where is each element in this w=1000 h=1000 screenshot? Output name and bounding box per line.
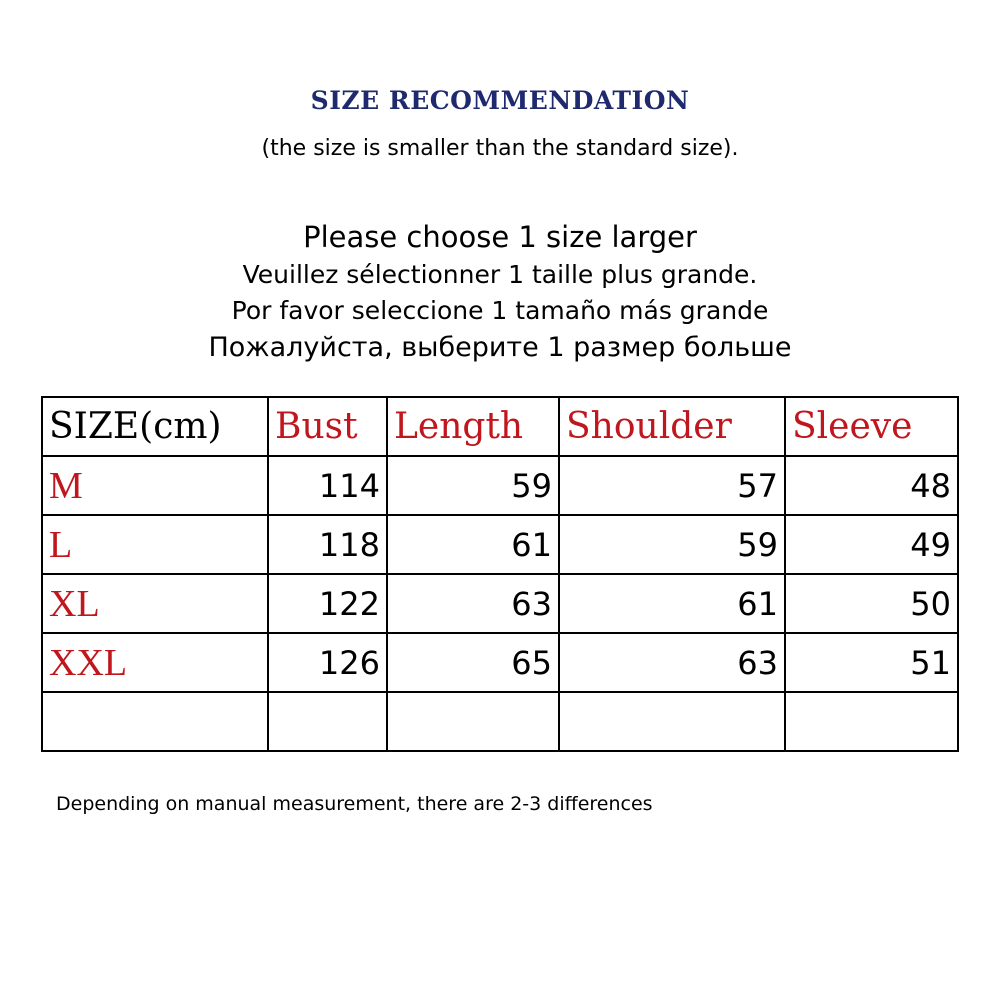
bust-value: 122 [268,574,387,633]
size-label: M [42,456,268,515]
page-subtitle: (the size is smaller than the standard size). [261,136,739,161]
bust-value: 126 [268,633,387,692]
empty-cell [785,692,958,751]
table-header-row [42,397,958,456]
sleeve-value: 50 [785,574,958,633]
table-row [42,456,958,515]
bust-value: 118 [268,515,387,574]
column-header-size: SIZE(cm) [42,397,268,456]
size-label: L [42,515,268,574]
size-table [41,396,959,752]
sleeve-value: 51 [785,633,958,692]
column-header-shoulder: Shoulder [559,397,785,456]
shoulder-value: 61 [559,574,785,633]
page-title: SIZE RECOMMENDATION [310,86,690,115]
shoulder-value: 63 [559,633,785,692]
table-row-empty [42,692,958,751]
empty-cell [42,692,268,751]
column-header-sleeve: Sleeve [785,397,958,456]
empty-cell [387,692,559,751]
size-label: XL [42,574,268,633]
length-value: 63 [387,574,559,633]
notice-french: Veuillez sélectionner 1 taille plus grande. [242,260,758,289]
size-label: XXL [42,633,268,692]
measurement-footnote: Depending on manual measurement, there are 2-3 differences [56,793,653,815]
length-value: 61 [387,515,559,574]
sleeve-value: 48 [785,456,958,515]
shoulder-value: 59 [559,515,785,574]
column-header-length: Length [387,397,559,456]
sleeve-value: 49 [785,515,958,574]
bust-value: 114 [268,456,387,515]
shoulder-value: 57 [559,456,785,515]
length-value: 65 [387,633,559,692]
table-row [42,633,958,692]
notice-russian: Пожалуйста, выберите 1 размер больше [208,332,792,363]
table-row [42,515,958,574]
length-value: 59 [387,456,559,515]
column-header-bust: Bust [268,397,387,456]
table-row [42,574,958,633]
notice-spanish: Por favor seleccione 1 tamaño más grande [231,296,769,325]
empty-cell [559,692,785,751]
empty-cell [268,692,387,751]
notice-english: Please choose 1 size larger [303,220,697,254]
